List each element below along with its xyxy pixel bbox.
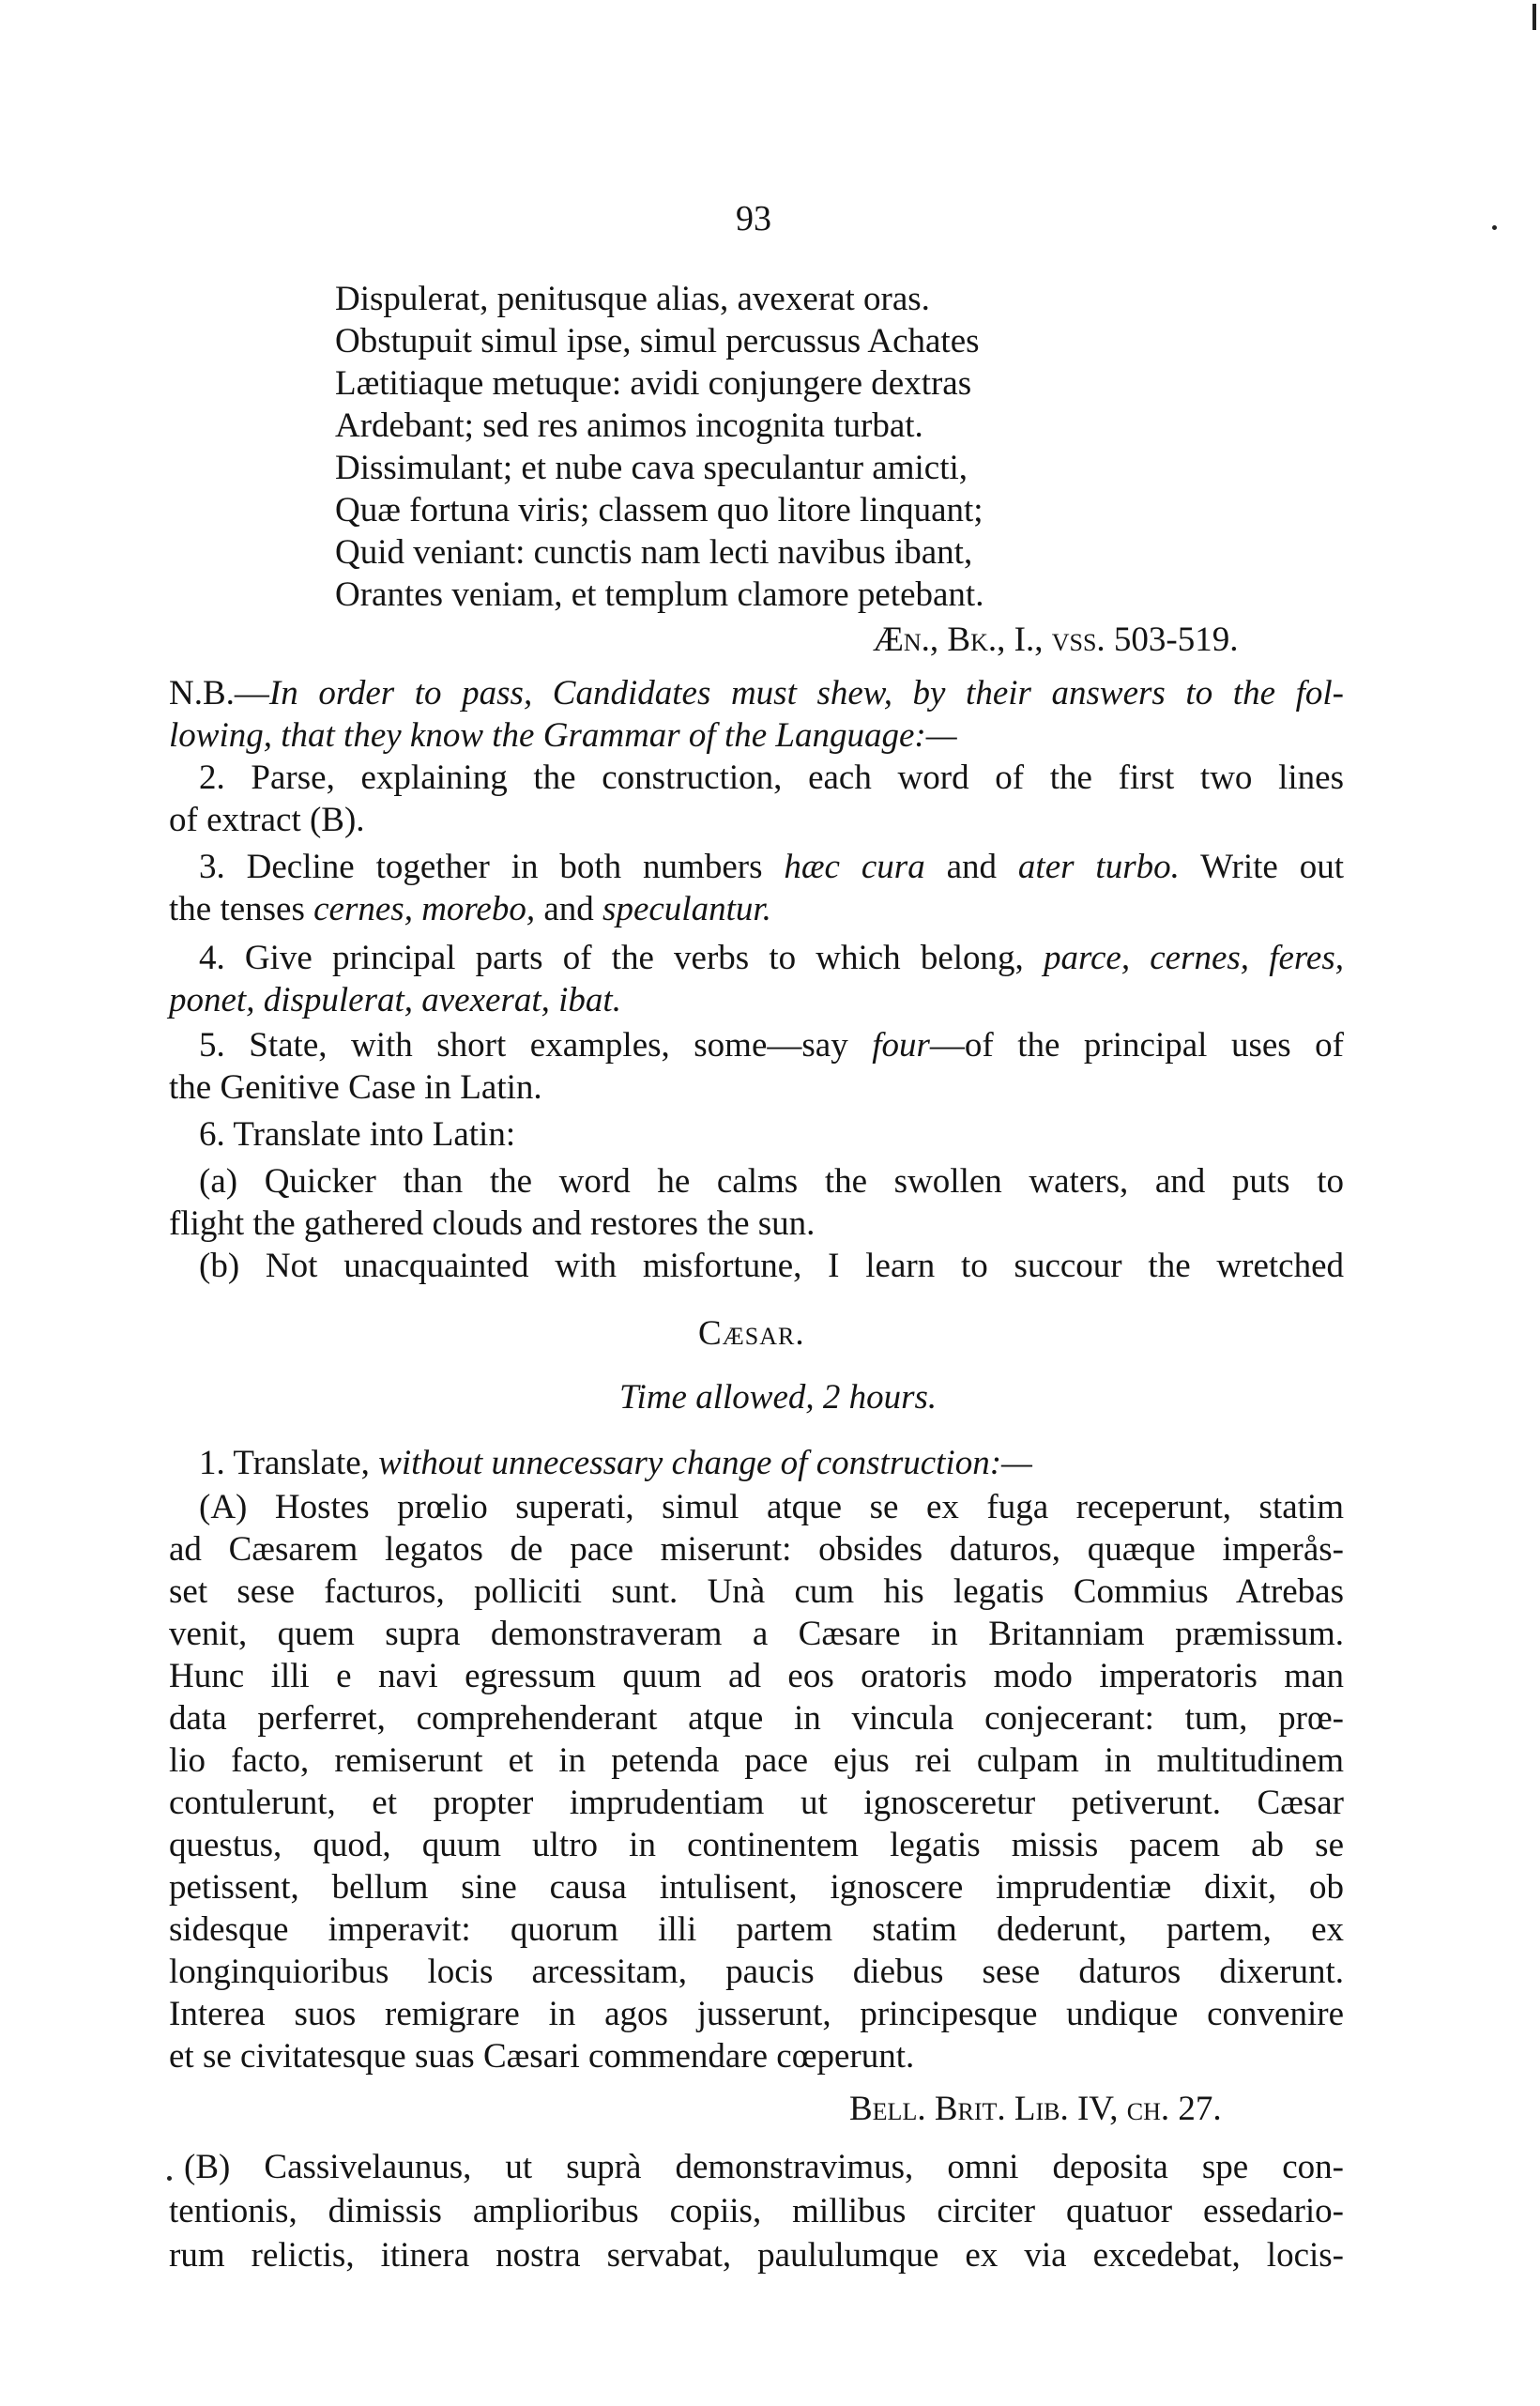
passage-b-line: (B) Cassivelaunus, ut suprà demonstravimus, omni deposita spe con- — [184, 2148, 1344, 2186]
passage-a-line: data perferret, comprehenderant atque in vincula conjecerant: tum, prœ- — [169, 1699, 1344, 1738]
poem-citation: Æn., Bk., I., vss. 503-519. — [873, 621, 1239, 659]
poem-line: Quæ fortuna viris; classem quo litore linquant; — [335, 491, 983, 529]
q5-text: 5. State, with short examples, some—say — [199, 1026, 873, 1065]
q1-instruction — [199, 1446, 1032, 1480]
passage-a-citation: Bell. Brit. Lib. IV, ch. 27. — [849, 2090, 1222, 2128]
q5-text: —of the principal uses of — [929, 1026, 1344, 1065]
passage-a-line: Interea suos remigrare in agos jusserunt, principesque undique convenire — [169, 1995, 1344, 2033]
passage-a-line: lio facto, remiserunt et in petenda pace ejus rei culpam in multitudinem — [169, 1741, 1344, 1780]
section-title: Cæsar. — [698, 1314, 805, 1353]
nb-text: In order to pass, Candidates must shew, by their answers to the fol- — [268, 674, 1344, 713]
poem-line: Obstupuit simul ipse, simul percussus Achates — [335, 322, 980, 360]
q6-heading: 6. Translate into Latin: — [199, 1115, 516, 1154]
q3-text: 3. Decline together in both numbers — [199, 848, 785, 886]
q4-line-2: ponet, dispulerat, avexerat, ibat. — [169, 981, 621, 1019]
q3-text: and — [535, 890, 603, 928]
q1-text: 1. Translate, — [199, 1444, 379, 1482]
poem-line: Orantes veniam, et templum clamore petebant. — [335, 575, 984, 614]
passage-a-line: sidesque imperavit: quorum illi partem statim dederunt, partem, ex — [169, 1910, 1344, 1949]
q2-line-1: 2. Parse, explaining the construction, each word of the first two lines — [199, 759, 1344, 797]
q3-term: cernes, morebo, — [313, 890, 536, 928]
nb-line-1 — [169, 676, 1344, 711]
q2-line-2: of extract (B). — [169, 801, 365, 839]
poem-line: Quid veniant: cunctis nam lecti navibus ibant, — [335, 533, 973, 572]
time-allowed: Time allowed, 2 hours. — [619, 1378, 938, 1417]
q3-text: Write out — [1179, 848, 1345, 886]
passage-a-line: (A) Hostes prœlio superati, simul atque se ex fuga receperunt, statim — [199, 1488, 1344, 1526]
poem-line: Dispulerat, penitusque alias, avexerat oras. — [335, 280, 930, 318]
poem-line: Lætitiaque metuque: avidi conjungere dextras — [335, 364, 972, 403]
q3-term: ater turbo. — [1017, 848, 1180, 886]
passage-a-line: ad Cæsarem legatos de pace miserunt: obsides daturos, quæque imperås- — [169, 1530, 1344, 1569]
passage-a-line: venit, quem supra demonstraveram a Cæsare in Britanniam præmissum. — [169, 1615, 1344, 1653]
q1-italic: without unnecessary change of construction:— — [378, 1444, 1032, 1482]
poem-line: Ardebant; sed res animos incognita turbat. — [335, 406, 923, 445]
margin-dot-right — [1492, 225, 1497, 230]
q5-term: four — [872, 1026, 930, 1065]
passage-a-line: petissent, bellum sine causa intulisent, ignoscere imprudentiæ dixit, ob — [169, 1868, 1344, 1907]
nb-line-2: lowing, that they know the Grammar of the Language:— — [169, 716, 957, 755]
q4-text: 4. Give principal parts of the verbs to which belong, — [199, 939, 1044, 977]
q6-b-line-1: (b) Not unacquainted with misfortune, I learn to succour the wretched — [199, 1247, 1344, 1285]
q3-line-2 — [169, 892, 771, 927]
passage-b-line: rum relictis, itinera nostra servabat, paululumque ex via excedebat, locis- — [169, 2236, 1344, 2275]
passage-b-line: tentionis, dimissis amplioribus copiis, millibus circiter quatuor essedario- — [169, 2192, 1344, 2230]
passage-a-line: questus, quod, quum ultro in continentem legatis missis pacem ab se — [169, 1826, 1344, 1864]
passage-a-line: set sese facturos, polliciti sunt. Unà cum his legatis Commius Atrebas — [169, 1572, 1344, 1611]
q5-line-2: the Genitive Case in Latin. — [169, 1068, 542, 1107]
margin-mark-top-right — [1532, 4, 1536, 30]
q4-line-1 — [199, 941, 1344, 975]
passage-a-line: Hunc illi e navi egressum quum ad eos oratoris modo imperatoris man — [169, 1657, 1344, 1695]
q3-term: speculantur. — [602, 890, 771, 928]
q5-line-1 — [199, 1028, 1344, 1063]
page-number: 93 — [736, 199, 771, 238]
q4-term: parce, cernes, feres, — [1043, 939, 1344, 977]
nb-label: N.B.— — [169, 674, 269, 713]
q3-term: hæc cura — [784, 848, 925, 886]
q3-text: and — [924, 848, 1018, 886]
q3-line-1 — [199, 850, 1344, 884]
poem-line: Dissimulant; et nube cava speculantur amicti, — [335, 449, 968, 487]
q6-a-line-1: (a) Quicker than the word he calms the swollen waters, and puts to — [199, 1162, 1344, 1201]
passage-a-line: contulerunt, et propter imprudentiam ut ignosceretur petiverunt. Cæsar — [169, 1784, 1344, 1822]
q3-text: the tenses — [169, 890, 314, 928]
passage-a-line: et se civitatesque suas Cæsari commendare cœperunt. — [169, 2037, 915, 2076]
passage-a-line: longinquioribus locis arcessitam, paucis diebus sese daturos dixerunt. — [169, 1953, 1344, 1991]
margin-dot-left — [167, 2176, 172, 2181]
q6-a-line-2: flight the gathered clouds and restores the sun. — [169, 1204, 816, 1243]
